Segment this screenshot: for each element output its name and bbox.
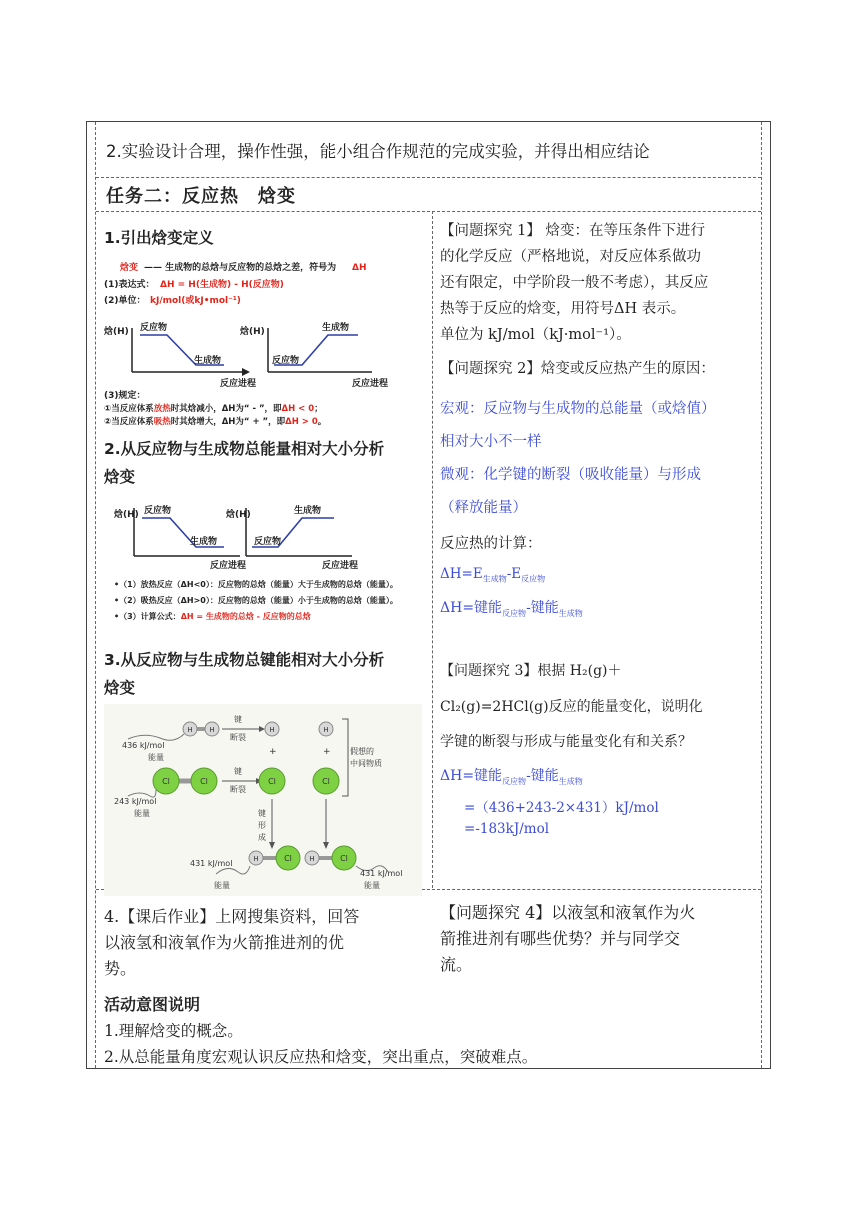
macro-line2: 相对大小不一样: [440, 434, 542, 450]
micro-line2: （释放能量）: [440, 500, 527, 516]
plus-sign: +: [323, 747, 331, 757]
homework-line2: 以液氢和液氧作为火箭推进剂的优: [104, 933, 345, 952]
energy-label: 能量: [214, 881, 230, 890]
section-heading-2-line2: 焓变: [104, 468, 136, 486]
fig1-product-right: 生成物: [322, 323, 350, 333]
formula-result: =-183kJ/mol: [464, 821, 550, 837]
text-span: 吸热: [153, 417, 171, 427]
virtual-label-2: 中间物质: [350, 759, 382, 768]
fig1-line1-b: ΔH = H(生成物) - H(反应物): [160, 280, 284, 290]
macro-line1: 宏观：反应物与生成物的总能量（或焓值）: [440, 401, 716, 417]
q3-line2: Cl₂(g)=2HCl(g)反应的能量变化，说明化: [440, 699, 703, 715]
intent-line1: 1.理解焓变的概念。: [104, 1022, 243, 1040]
text-span: -键能: [526, 768, 559, 784]
atom-label: H: [323, 726, 329, 734]
form-label-2: 形: [258, 821, 266, 830]
fig1-product-left: 生成物: [194, 356, 222, 366]
intent-title: 活动意图说明: [104, 995, 201, 1014]
q1-line5: 单位为 kJ/mol（kJ·mol⁻¹）。: [440, 327, 631, 343]
break-label: 断裂: [230, 733, 246, 742]
text-span: ①当反应体系: [104, 404, 154, 414]
total-energy-figure: [112, 500, 412, 630]
text-span: -E: [506, 566, 522, 582]
fig1-reactant-left: 反应物: [140, 323, 168, 333]
atom-label: Cl: [268, 777, 276, 786]
fig1-axis-y-left: 焓(H): [104, 327, 129, 337]
atom-label: Cl: [284, 854, 292, 863]
atom-label: Cl: [162, 777, 170, 786]
energy-label: 能量: [134, 809, 150, 818]
text-span: 生成物: [558, 776, 583, 786]
text-span: 生成物: [482, 574, 507, 584]
column-divider: [432, 211, 433, 888]
calc-heading: 反应热的计算：: [440, 536, 542, 552]
atom-label: H: [187, 726, 193, 734]
atom-label: Cl: [340, 854, 348, 863]
atom-label: H: [269, 726, 275, 734]
fig2-bullet3: [114, 611, 311, 621]
q3-line1: 【问题探究 3】根据 H₂(g)＋: [440, 663, 622, 679]
intent-line2: 2.从总能量角度宏观认识反应热和焓变，突出重点，突破难点。: [104, 1048, 538, 1066]
fig1-axis-x-right: 反应进程: [352, 379, 389, 389]
fig1-rule2: [104, 416, 326, 427]
text-span: ；: [314, 404, 323, 414]
break-label: 断裂: [230, 785, 246, 794]
fig2-axis-x-left: 反应进程: [210, 561, 247, 571]
formula-energy: [440, 566, 545, 585]
row-divider: [96, 211, 761, 212]
formula-substitution: =（436+243-2×431）kJ/mol: [464, 800, 659, 816]
form-label-3: 成: [258, 833, 266, 842]
atom-label: Cl: [322, 777, 330, 786]
energy-value-243: 243 kJ/mol: [114, 797, 157, 806]
text-span: 反应物: [521, 574, 546, 584]
section-heading-3-line2: 焓变: [104, 679, 136, 697]
text-span: ΔH=E: [440, 566, 483, 582]
text-span: •（3）计算公式：: [114, 612, 181, 621]
virtual-label-1: 假想的: [350, 747, 374, 756]
text-span: ΔH=键能: [440, 768, 503, 784]
q4-line2: 箭推进剂有哪些优势？并与同学交: [440, 929, 681, 948]
section-heading-3-line1: 3.从反应物与生成物总键能相对大小分析: [104, 651, 385, 669]
text-span: 。: [317, 417, 327, 427]
text-span: 放热: [153, 404, 171, 414]
q3-line3: 学键的断裂与形成与能量变化有和关系？: [440, 734, 692, 750]
q1-line1: 【问题探究 1】 焓变：在等压条件下进行: [440, 223, 705, 239]
fig2-axis-y-right: 焓(H): [226, 510, 251, 520]
q4-line3: 流。: [440, 955, 473, 974]
arrow-head: [242, 368, 250, 376]
bond-energy-figure: [104, 704, 422, 896]
q1-line3: 还有限定，中学阶段一般不考虑），其反应: [440, 275, 709, 291]
text-span: ΔH > 0: [285, 417, 318, 427]
bond-label: 键: [234, 767, 242, 776]
plus-sign: +: [269, 747, 277, 757]
fig2-product-left: 生成物: [190, 537, 218, 547]
fig1-def-a: 焓变: [120, 263, 139, 273]
fig1-reactant-right: 反应物: [272, 356, 300, 366]
text-span: 时其焓增大，ΔH为“ + ”，即: [170, 417, 286, 427]
fig1-def-b: —— 生成物的总焓与反应物的总焓之差，符号为: [144, 263, 337, 273]
homework-line3: 势。: [104, 959, 137, 978]
fig1-rule1: [104, 403, 323, 414]
fig1-axis-x-left: 反应进程: [220, 379, 257, 389]
formula-bond-energy: [440, 597, 583, 619]
enthalpy-definition-figure: [102, 258, 389, 428]
q4-line1: 【问题探究 4】以液氢和液氧作为火: [440, 903, 696, 922]
fig1-rule-title: (3)规定：: [104, 391, 146, 401]
row-divider: [96, 177, 761, 178]
fig2-bullet2: •（2）吸热反应（ΔH>0）：反应物的总焓（能量）小于生成物的总焓（能量）。: [114, 596, 398, 605]
text-span: ΔH = 生成物的总焓 - 反应物的总焓: [180, 612, 311, 621]
fig1-line2-b: kJ/mol(或kJ•mol⁻¹): [150, 296, 241, 306]
text-span: -键能: [526, 600, 559, 616]
form-label-1: 键: [258, 809, 266, 818]
text-span: 时其焓减小，ΔH为“ - ”，即: [170, 404, 282, 414]
fig2-axis-y-left: 焓(H): [114, 510, 139, 520]
fig2-reactant-left: 反应物: [144, 506, 172, 516]
homework-line1: 4.【课后作业】上网搜集资料，回答: [104, 907, 360, 926]
q1-line2: 的化学反应（严格地说，对反应体系做功: [440, 249, 701, 265]
text-span: ΔH=键能: [440, 600, 503, 616]
fig1-line1-a: (1)表达式：: [104, 280, 155, 290]
fig2-reactant-right: 反应物: [254, 537, 282, 547]
atom-label: H: [309, 855, 315, 863]
atom-label: H: [209, 726, 215, 734]
bond-label: 键: [234, 715, 242, 724]
text-span: 生成物: [558, 608, 583, 618]
text-span: ΔH < 0: [281, 404, 315, 414]
fig1-def-c: ΔH: [352, 263, 367, 273]
energy-label: 能量: [364, 881, 380, 890]
outcome-text: 2.实验设计合理，操作性强，能小组合作规范的完成实验，并得出相应结论: [106, 142, 650, 161]
formula-bond-energy-2: [440, 765, 583, 787]
energy-value-431-left: 431 kJ/mol: [190, 859, 233, 868]
energy-value-431-right: 431 kJ/mol: [360, 869, 403, 878]
task-title: 任务二：反应热 焓变: [106, 186, 296, 207]
atom-label: Cl: [200, 777, 208, 786]
energy-value-436: 436 kJ/mol: [122, 741, 165, 750]
fig2-axis-x-right: 反应进程: [322, 561, 359, 571]
section-heading-2-line1: 2.从反应物与生成物总能量相对大小分析: [104, 440, 385, 458]
q1-line4: 热等于反应的焓变，用符号ΔH 表示。: [440, 301, 686, 317]
q2-text: 【问题探究 2】焓变或反应热产生的原因：: [440, 361, 715, 377]
text-span: 反应物: [502, 608, 527, 618]
fig2-product-right: 生成物: [294, 506, 322, 516]
text-span: 反应物: [502, 776, 527, 786]
energy-label: 能量: [148, 753, 164, 762]
fig1-line2-a: (2)单位：: [104, 296, 146, 306]
fig2-bullet1: •（1）放热反应（ΔH<0）：反应物的总焓（能量）大于生成物的总焓（能量）。: [114, 580, 398, 589]
atom-label: H: [253, 855, 259, 863]
fig1-axis-y-right: 焓(H): [240, 327, 265, 337]
text-span: ②当反应体系: [104, 417, 154, 427]
section-heading-1: 1.引出焓变定义: [104, 229, 214, 247]
micro-line1: 微观：化学键的断裂（吸收能量）与形成: [440, 467, 701, 483]
